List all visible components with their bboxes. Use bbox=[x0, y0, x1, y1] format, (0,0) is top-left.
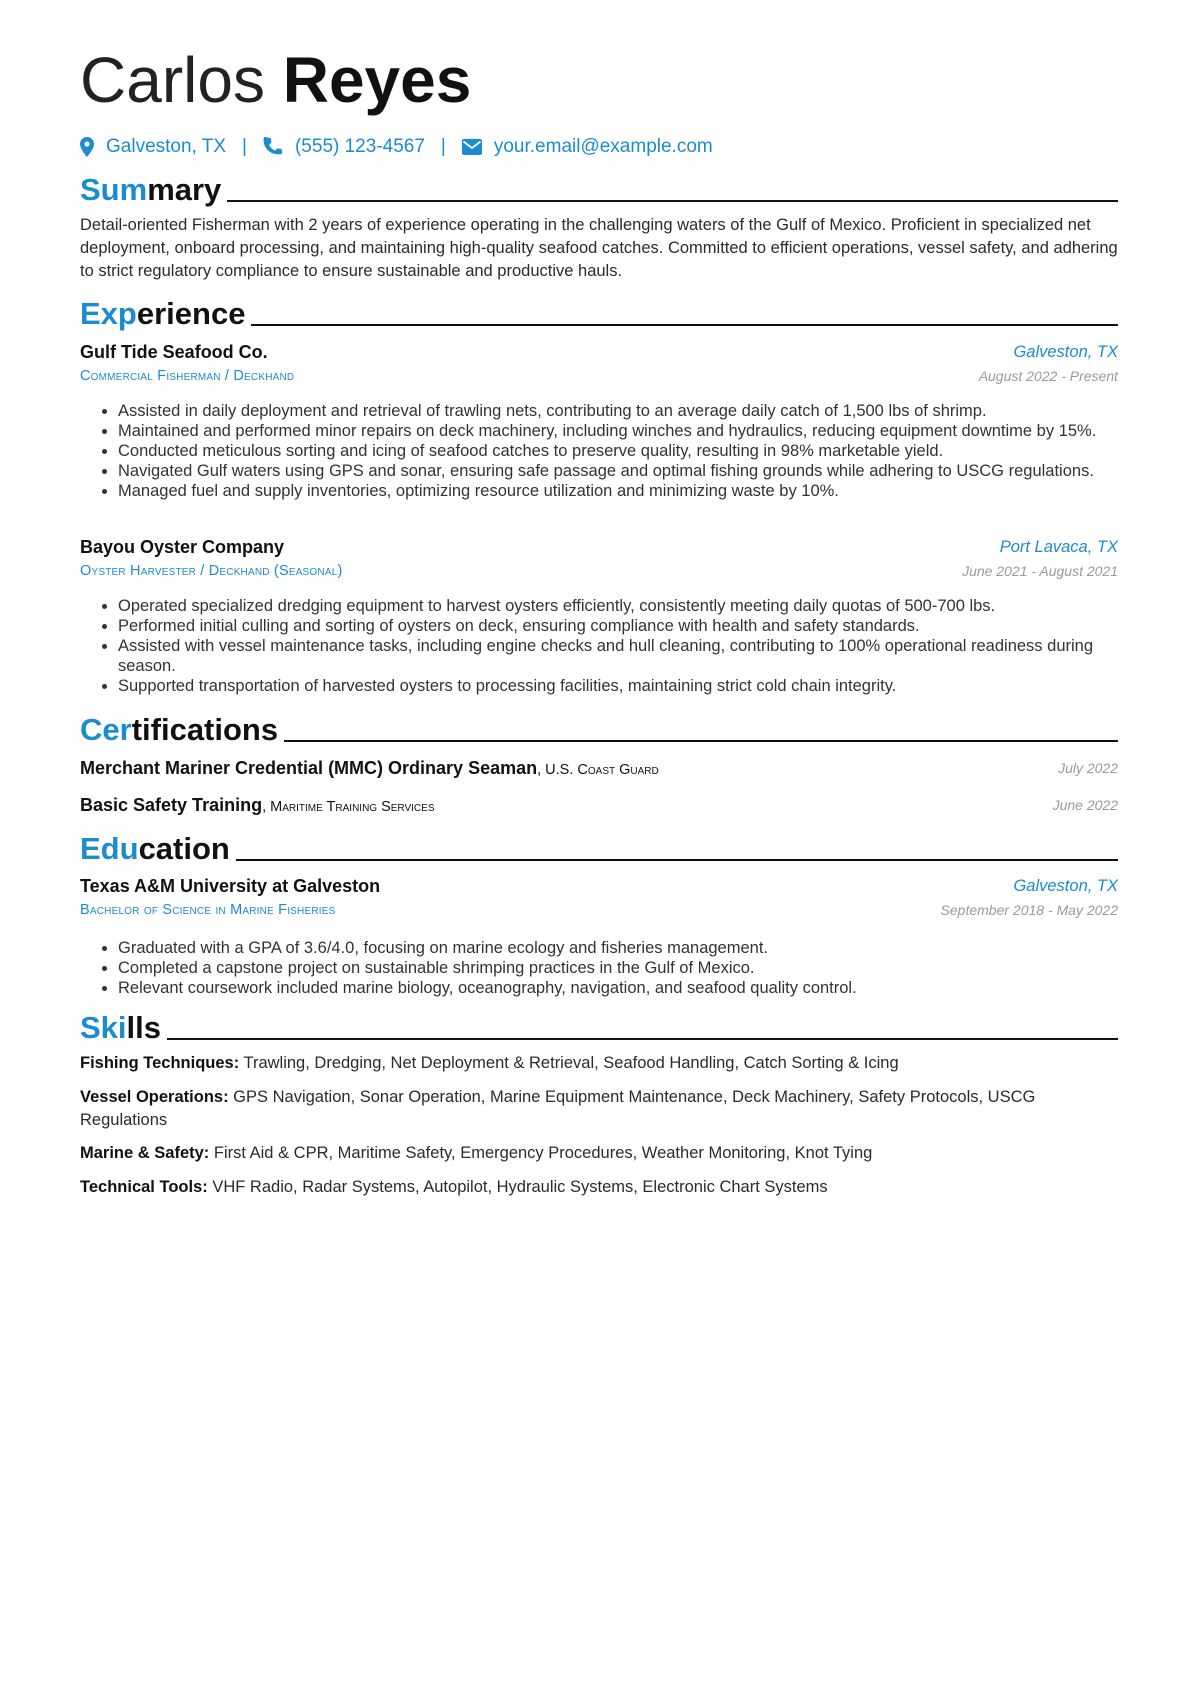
certification-item bbox=[80, 792, 1118, 818]
certification-date: June 2022 bbox=[1052, 797, 1118, 813]
phone-icon bbox=[263, 137, 283, 157]
contact-separator: | bbox=[440, 136, 446, 157]
map-pin-icon bbox=[80, 137, 94, 157]
school-name: Texas A&M University at Galveston bbox=[80, 875, 381, 896]
section-experience-heading bbox=[80, 292, 1118, 332]
list-item: • Managed fuel and supply inventories, optimizing resource utilization and minimizing waste by 10%. bbox=[118, 481, 1118, 501]
school-location: Galveston, TX bbox=[1013, 876, 1118, 895]
section-skills-heading bbox=[80, 1006, 1118, 1046]
skill-group bbox=[80, 1176, 1118, 1199]
list-item: • Maintained and performed minor repairs on deck machinery, including winches and hydraulics, reducing equipment downtime by 15%. bbox=[118, 421, 1118, 441]
job-dates: June 2021 - August 2021 bbox=[962, 563, 1118, 579]
contact-separator: | bbox=[242, 136, 247, 157]
education-dates: September 2018 - May 2022 bbox=[940, 902, 1118, 918]
contact-phone[interactable] bbox=[263, 136, 425, 158]
section-rule bbox=[236, 859, 1118, 861]
list-item: • Assisted in daily deployment and retrieval of trawling nets, contributing to an average daily catch of 1,500 lbs of shrimp. bbox=[118, 401, 1118, 421]
last-name: Reyes bbox=[282, 44, 472, 116]
skill-values: VHF Radio, Radar Systems, Autopilot, Hydraulic Systems, Electronic Chart Systems bbox=[212, 1178, 828, 1196]
job-entry bbox=[80, 534, 1118, 582]
email-link: your.email@example.com bbox=[493, 136, 713, 157]
skill-label: Vessel Operations: bbox=[80, 1088, 229, 1106]
list-item: • Supported transportation of harvested oysters to processing facilities, maintaining strict cold chain integrity. bbox=[118, 676, 1118, 696]
list-item: • Navigated Gulf waters using GPS and sonar, ensuring safe passage and optimal fishing grounds while adhering to USCG regulations. bbox=[118, 461, 1118, 481]
job-dates: August 2022 - Present bbox=[978, 368, 1118, 384]
list-item: • Graduated with a GPA of 3.6/4.0, focusing on marine ecology and fisheries management. bbox=[118, 938, 1118, 958]
summary-text: Detail-oriented Fisherman with 2 years of experience operating in the challenging waters of the Gulf of Mexico. Proficient in specialized net deployment, onboard processing, and maintaining high-quality seafood catches. Committed to efficient operations, vessel safety, and adhering to strict regulatory compliance to ensure sustainable and productive hauls. bbox=[80, 216, 1118, 280]
job-bullets bbox=[102, 596, 1118, 696]
list-item: • Assisted with vessel maintenance tasks, including engine checks and hull cleaning, contributing to 100% operational readiness during season. bbox=[118, 636, 1118, 676]
section-rule bbox=[227, 200, 1118, 202]
list-item: • Relevant coursework included marine biology, oceanography, navigation, and seafood quality control. bbox=[118, 978, 1118, 998]
education-bullets bbox=[102, 938, 1118, 998]
section-rule bbox=[167, 1038, 1118, 1040]
section-certifications-heading bbox=[80, 708, 1118, 748]
certification-issuer: , Maritime Training Services bbox=[262, 798, 435, 815]
certification-issuer: , U.S. Coast Guard bbox=[537, 761, 659, 778]
job-title: Oyster Harvester / Deckhand (Seasonal) bbox=[80, 563, 343, 579]
job-entry bbox=[80, 339, 1118, 387]
section-rule bbox=[284, 740, 1118, 742]
company-name: Bayou Oyster Company bbox=[80, 536, 285, 557]
phone-text: (555) 123-4567 bbox=[294, 136, 425, 157]
section-summary-heading bbox=[80, 168, 1118, 208]
candidate-name bbox=[80, 40, 471, 120]
certification-name: Basic Safety Training bbox=[80, 794, 263, 815]
section-rule bbox=[251, 324, 1118, 326]
contact-location bbox=[80, 136, 226, 158]
skill-label: Technical Tools: bbox=[80, 1178, 208, 1196]
list-item: • Operated specialized dredging equipment to harvest oysters efficiently, consistently meeting daily quotas of 500-700 lbs. bbox=[118, 596, 1118, 616]
section-title: Certifications bbox=[80, 712, 279, 747]
job-title: Commercial Fisherman / Deckhand bbox=[80, 368, 295, 384]
first-name: Carlos bbox=[80, 44, 265, 116]
skill-values: First Aid & CPR, Maritime Safety, Emergency Procedures, Weather Monitoring, Knot Tying bbox=[213, 1144, 873, 1162]
skill-group bbox=[80, 1086, 1118, 1132]
envelope-icon bbox=[462, 139, 482, 155]
contact-email[interactable] bbox=[462, 136, 713, 158]
section-title: Summary bbox=[80, 172, 222, 207]
company-name: Gulf Tide Seafood Co. bbox=[80, 341, 268, 362]
section-education-heading bbox=[80, 827, 1118, 867]
list-item: • Completed a capstone project on sustainable shrimping practices in the Gulf of Mexico. bbox=[118, 958, 1118, 978]
certification-name: Merchant Mariner Credential (MMC) Ordinary Seaman bbox=[80, 757, 538, 778]
list-item: • Conducted meticulous sorting and icing of seafood catches to preserve quality, resulting in 98% marketable yield. bbox=[118, 441, 1118, 461]
job-location: Port Lavaca, TX bbox=[999, 537, 1118, 556]
skill-values: Trawling, Dredging, Net Deployment & Retrieval, Seafood Handling, Catch Sorting & Icing bbox=[243, 1054, 899, 1072]
job-location: Galveston, TX bbox=[1013, 342, 1118, 361]
degree-title: Bachelor of Science in Marine Fisheries bbox=[80, 902, 336, 918]
job-bullets bbox=[102, 401, 1118, 501]
section-title: Skills bbox=[80, 1010, 161, 1045]
section-title: Education bbox=[80, 831, 230, 866]
skill-label: Fishing Techniques: bbox=[80, 1054, 240, 1072]
certification-item bbox=[80, 755, 1118, 781]
skill-group bbox=[80, 1142, 1118, 1165]
contact-bar bbox=[80, 132, 713, 162]
skill-values: GPS Navigation, Sonar Operation, Marine Equipment Maintenance, Deck Machinery, Safety Protocols, USCG Regulations bbox=[80, 1088, 1036, 1129]
skill-group bbox=[80, 1052, 1118, 1075]
education-entry bbox=[80, 873, 1118, 921]
section-title: Experience bbox=[80, 296, 246, 331]
certification-date: July 2022 bbox=[1058, 760, 1118, 776]
skill-label: Marine & Safety: bbox=[80, 1144, 210, 1162]
location-text: Galveston, TX bbox=[106, 136, 227, 157]
list-item: • Performed initial culling and sorting of oysters on deck, ensuring compliance with health and safety standards. bbox=[118, 616, 1118, 636]
